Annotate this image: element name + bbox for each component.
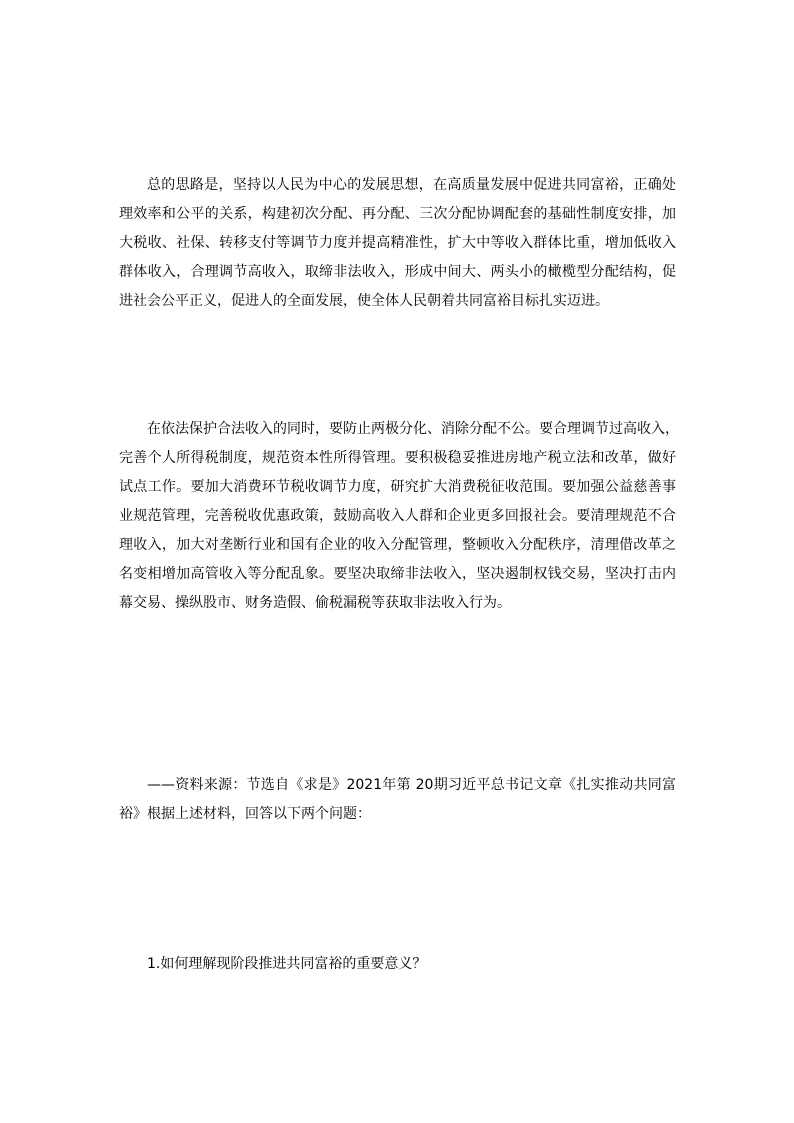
- text-line: 进社会公平正义，促进人的全面发展，使全体人民朝着共同富裕目标扎实迈进。: [119, 293, 609, 309]
- question-text: 1.如何理解现阶段推进共同富裕的重要意义？: [147, 956, 427, 972]
- paragraph-source: [119, 771, 676, 829]
- text-line: 裕》根据上述材料，回答以下两个问题：: [119, 806, 371, 822]
- text-line: ——资料来源：节选自《求是》2021年第 20期习近平总书记文章《扎实推动共同富: [147, 777, 676, 793]
- text-line: 理收入，加大对垄断行业和国有企业的收入分配管理，整顿收入分配秩序，清理借改革之: [119, 537, 676, 553]
- paragraph-income-regulation: [119, 415, 679, 618]
- question-1: [119, 950, 676, 979]
- text-line: 在依法保护合法收入的同时，要防止两极分化、消除分配不公。要合理调节过高收入，: [147, 421, 679, 437]
- text-line: 完善个人所得税制度，规范资本性所得管理。要积极稳妥推进房地产税立法和改革，做好: [119, 450, 676, 466]
- text-line: 大税收、社保、转移支付等调节力度并提高精准性，扩大中等收入群体比重，增加低收入: [119, 235, 676, 251]
- text-line: 群体收入，合理调节高收入，取缔非法收入，形成中间大、两头小的橄榄型分配结构，促: [119, 264, 676, 280]
- text-line: 业规范管理，完善税收优惠政策，鼓励高收入人群和企业更多回报社会。要清理规范不合: [119, 508, 676, 524]
- text-line: 总的思路是，坚持以人民为中心的发展思想，在高质量发展中促进共同富裕，正确处: [147, 177, 676, 193]
- text-line: 名变相增加高管收入等分配乱象。要坚决取缔非法收入，坚决遏制权钱交易，坚决打击内: [119, 566, 676, 582]
- text-line: 试点工作。要加大消费环节税收调节力度，研究扩大消费税征收范围。要加强公益慈善事: [119, 479, 676, 495]
- paragraph-overall-approach: [119, 171, 676, 316]
- text-line: 幕交易、操纵股市、财务造假、偷税漏税等获取非法收入行为。: [119, 595, 511, 611]
- text-line: 理效率和公平的关系，构建初次分配、再分配、三次分配协调配套的基础性制度安排，加: [119, 206, 676, 222]
